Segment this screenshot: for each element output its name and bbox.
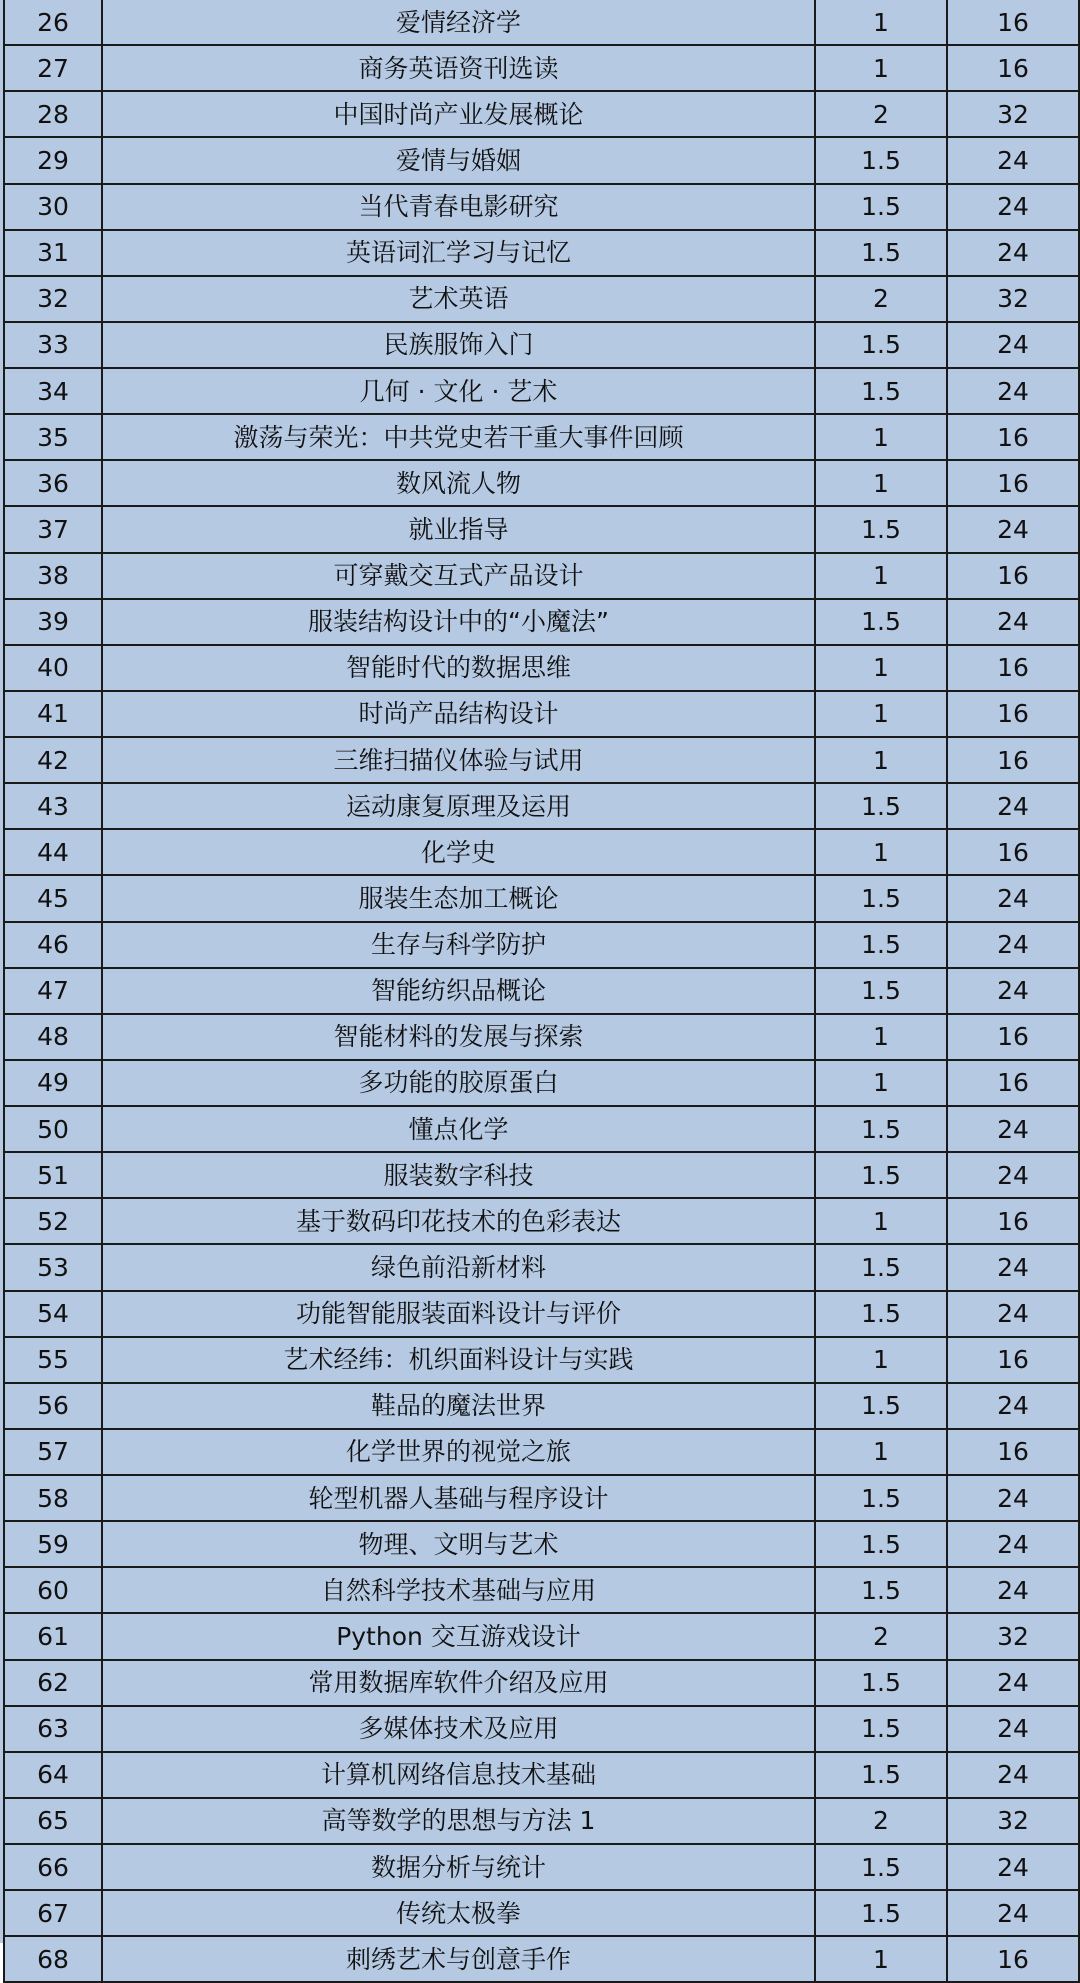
course-number-cell: 47 bbox=[4, 968, 102, 1014]
course-credits-cell: 1 bbox=[815, 414, 947, 460]
course-name-cell: 多媒体技术及应用 bbox=[102, 1706, 815, 1752]
course-name-cell: 化学世界的视觉之旅 bbox=[102, 1429, 815, 1475]
course-credits-cell: 1.5 bbox=[815, 322, 947, 368]
table-row bbox=[4, 1798, 1079, 1844]
course-name-cell: 常用数据库软件介绍及应用 bbox=[102, 1660, 815, 1706]
table-row bbox=[4, 1752, 1079, 1798]
course-hours-cell: 16 bbox=[947, 691, 1079, 737]
course-hours-cell: 24 bbox=[947, 1706, 1079, 1752]
course-name-cell: 自然科学技术基础与应用 bbox=[102, 1567, 815, 1613]
table-row bbox=[4, 1337, 1079, 1383]
course-hours-cell: 24 bbox=[947, 1475, 1079, 1521]
course-hours-cell: 32 bbox=[947, 1798, 1079, 1844]
table-row bbox=[4, 368, 1079, 414]
course-number-cell: 43 bbox=[4, 783, 102, 829]
course-name-cell: 计算机网络信息技术基础 bbox=[102, 1752, 815, 1798]
course-hours-cell: 32 bbox=[947, 276, 1079, 322]
course-number-cell: 44 bbox=[4, 829, 102, 875]
course-hours-cell: 24 bbox=[947, 1383, 1079, 1429]
course-hours-cell: 24 bbox=[947, 506, 1079, 552]
course-credits-cell: 1.5 bbox=[815, 1844, 947, 1890]
course-credits-cell: 1.5 bbox=[815, 599, 947, 645]
course-number-cell: 41 bbox=[4, 691, 102, 737]
course-credits-cell: 2 bbox=[815, 1798, 947, 1844]
course-name-cell: 中国时尚产业发展概论 bbox=[102, 91, 815, 137]
course-hours-cell: 24 bbox=[947, 968, 1079, 1014]
table-row bbox=[4, 645, 1079, 691]
course-number-cell: 37 bbox=[4, 506, 102, 552]
course-name-cell: 智能纺织品概论 bbox=[102, 968, 815, 1014]
course-number-cell: 48 bbox=[4, 1014, 102, 1060]
course-credits-cell: 1 bbox=[815, 645, 947, 691]
table-row bbox=[4, 737, 1079, 783]
course-number-cell: 57 bbox=[4, 1429, 102, 1475]
course-number-cell: 30 bbox=[4, 184, 102, 230]
course-credits-cell: 1 bbox=[815, 691, 947, 737]
course-credits-cell: 1.5 bbox=[815, 1521, 947, 1567]
table-row bbox=[4, 1383, 1079, 1429]
course-name-cell: 刺绣艺术与创意手作 bbox=[102, 1936, 815, 1982]
course-number-cell: 53 bbox=[4, 1244, 102, 1290]
course-name-cell: 数风流人物 bbox=[102, 460, 815, 506]
course-name-cell: 英语词汇学习与记忆 bbox=[102, 230, 815, 276]
course-name-cell: 智能时代的数据思维 bbox=[102, 645, 815, 691]
course-hours-cell: 24 bbox=[947, 230, 1079, 276]
course-number-cell: 62 bbox=[4, 1660, 102, 1706]
table-row bbox=[4, 783, 1079, 829]
table-row bbox=[4, 1106, 1079, 1152]
course-name-cell: 三维扫描仪体验与试用 bbox=[102, 737, 815, 783]
course-name-cell: 可穿戴交互式产品设计 bbox=[102, 553, 815, 599]
course-name-cell: 商务英语资刊选读 bbox=[102, 45, 815, 91]
course-hours-cell: 16 bbox=[947, 829, 1079, 875]
course-hours-cell: 32 bbox=[947, 1613, 1079, 1659]
course-number-cell: 33 bbox=[4, 322, 102, 368]
course-hours-cell: 16 bbox=[947, 1936, 1079, 1982]
table-row bbox=[4, 1291, 1079, 1337]
table-row bbox=[4, 414, 1079, 460]
course-credits-cell: 1 bbox=[815, 1198, 947, 1244]
course-number-cell: 46 bbox=[4, 922, 102, 968]
course-hours-cell: 24 bbox=[947, 1152, 1079, 1198]
table-row bbox=[4, 1521, 1079, 1567]
table-row bbox=[4, 829, 1079, 875]
course-number-cell: 40 bbox=[4, 645, 102, 691]
course-name-cell: 爱情经济学 bbox=[102, 0, 815, 45]
table-row bbox=[4, 506, 1079, 552]
course-number-cell: 31 bbox=[4, 230, 102, 276]
course-hours-cell: 16 bbox=[947, 645, 1079, 691]
course-name-cell: 多功能的胶原蛋白 bbox=[102, 1060, 815, 1106]
course-name-cell: 几何 · 文化 · 艺术 bbox=[102, 368, 815, 414]
course-hours-cell: 24 bbox=[947, 137, 1079, 183]
course-number-cell: 56 bbox=[4, 1383, 102, 1429]
table-row bbox=[4, 553, 1079, 599]
table-row bbox=[4, 691, 1079, 737]
course-number-cell: 51 bbox=[4, 1152, 102, 1198]
course-name-cell: 艺术英语 bbox=[102, 276, 815, 322]
table-row bbox=[4, 276, 1079, 322]
table-row bbox=[4, 1613, 1079, 1659]
course-hours-cell: 24 bbox=[947, 783, 1079, 829]
course-name-cell: 艺术经纬：机织面料设计与实践 bbox=[102, 1337, 815, 1383]
course-credits-cell: 1 bbox=[815, 1429, 947, 1475]
course-name-cell: 功能智能服装面料设计与评价 bbox=[102, 1291, 815, 1337]
course-name-cell: 物理、文明与艺术 bbox=[102, 1521, 815, 1567]
table-row bbox=[4, 460, 1079, 506]
course-number-cell: 39 bbox=[4, 599, 102, 645]
course-number-cell: 27 bbox=[4, 45, 102, 91]
course-name-cell: 服装数字科技 bbox=[102, 1152, 815, 1198]
course-name-cell: 生存与科学防护 bbox=[102, 922, 815, 968]
course-name-cell: 绿色前沿新材料 bbox=[102, 1244, 815, 1290]
course-number-cell: 58 bbox=[4, 1475, 102, 1521]
course-credits-cell: 1.5 bbox=[815, 1475, 947, 1521]
course-credits-cell: 1.5 bbox=[815, 783, 947, 829]
course-name-cell: 民族服饰入门 bbox=[102, 322, 815, 368]
table-row bbox=[4, 1152, 1079, 1198]
table-row bbox=[4, 1567, 1079, 1613]
table-row bbox=[4, 230, 1079, 276]
course-name-cell: 激荡与荣光：中共党史若干重大事件回顾 bbox=[102, 414, 815, 460]
course-name-cell: 传统太极拳 bbox=[102, 1890, 815, 1936]
course-credits-cell: 1.5 bbox=[815, 875, 947, 921]
course-number-cell: 34 bbox=[4, 368, 102, 414]
course-number-cell: 54 bbox=[4, 1291, 102, 1337]
course-credits-cell: 1 bbox=[815, 737, 947, 783]
course-hours-cell: 16 bbox=[947, 460, 1079, 506]
course-name-cell: 运动康复原理及运用 bbox=[102, 783, 815, 829]
course-hours-cell: 24 bbox=[947, 875, 1079, 921]
course-hours-cell: 24 bbox=[947, 1890, 1079, 1936]
table-row bbox=[4, 45, 1079, 91]
table-row bbox=[4, 1706, 1079, 1752]
course-credits-cell: 1 bbox=[815, 829, 947, 875]
course-hours-cell: 16 bbox=[947, 414, 1079, 460]
course-name-cell: 时尚产品结构设计 bbox=[102, 691, 815, 737]
course-credits-cell: 1.5 bbox=[815, 1383, 947, 1429]
course-number-cell: 45 bbox=[4, 875, 102, 921]
course-credits-cell: 1.5 bbox=[815, 506, 947, 552]
course-hours-cell: 16 bbox=[947, 553, 1079, 599]
course-name-cell: 基于数码印花技术的色彩表达 bbox=[102, 1198, 815, 1244]
course-name-cell: 智能材料的发展与探索 bbox=[102, 1014, 815, 1060]
table-row bbox=[4, 91, 1079, 137]
course-credits-cell: 1 bbox=[815, 1936, 947, 1982]
course-hours-cell: 16 bbox=[947, 1060, 1079, 1106]
table-row bbox=[4, 922, 1079, 968]
course-hours-cell: 16 bbox=[947, 45, 1079, 91]
table-row bbox=[4, 1060, 1079, 1106]
course-credits-cell: 1.5 bbox=[815, 230, 947, 276]
course-credits-cell: 1.5 bbox=[815, 922, 947, 968]
course-number-cell: 68 bbox=[4, 1936, 102, 1982]
table-row bbox=[4, 0, 1079, 45]
course-credits-cell: 1 bbox=[815, 45, 947, 91]
table-row bbox=[4, 968, 1079, 1014]
course-credits-cell: 1.5 bbox=[815, 368, 947, 414]
course-number-cell: 35 bbox=[4, 414, 102, 460]
table-row bbox=[4, 1429, 1079, 1475]
course-hours-cell: 24 bbox=[947, 1752, 1079, 1798]
course-hours-cell: 16 bbox=[947, 1429, 1079, 1475]
course-credits-cell: 1 bbox=[815, 1014, 947, 1060]
table-row bbox=[4, 1660, 1079, 1706]
course-hours-cell: 24 bbox=[947, 1567, 1079, 1613]
course-number-cell: 55 bbox=[4, 1337, 102, 1383]
table-row bbox=[4, 1844, 1079, 1890]
course-hours-cell: 24 bbox=[947, 1291, 1079, 1337]
table-row bbox=[4, 137, 1079, 183]
course-credits-cell: 1.5 bbox=[815, 137, 947, 183]
table-row bbox=[4, 1198, 1079, 1244]
course-hours-cell: 24 bbox=[947, 1244, 1079, 1290]
course-hours-cell: 24 bbox=[947, 322, 1079, 368]
course-hours-cell: 24 bbox=[947, 599, 1079, 645]
table-row bbox=[4, 1890, 1079, 1936]
course-hours-cell: 24 bbox=[947, 368, 1079, 414]
course-hours-cell: 24 bbox=[947, 1521, 1079, 1567]
course-hours-cell: 32 bbox=[947, 91, 1079, 137]
course-credits-cell: 1.5 bbox=[815, 1152, 947, 1198]
course-credits-cell: 1 bbox=[815, 553, 947, 599]
table-row bbox=[4, 1936, 1079, 1982]
course-credits-cell: 1.5 bbox=[815, 968, 947, 1014]
course-name-cell: 数据分析与统计 bbox=[102, 1844, 815, 1890]
course-name-cell: 鞋品的魔法世界 bbox=[102, 1383, 815, 1429]
course-credits-cell: 1.5 bbox=[815, 1706, 947, 1752]
course-name-cell: 懂点化学 bbox=[102, 1106, 815, 1152]
course-number-cell: 64 bbox=[4, 1752, 102, 1798]
course-number-cell: 28 bbox=[4, 91, 102, 137]
table-row bbox=[4, 184, 1079, 230]
course-name-cell: 服装结构设计中的“小魔法” bbox=[102, 599, 815, 645]
course-credits-cell: 2 bbox=[815, 91, 947, 137]
table-row bbox=[4, 1244, 1079, 1290]
course-credits-cell: 1.5 bbox=[815, 1752, 947, 1798]
course-table bbox=[3, 0, 1080, 1983]
course-number-cell: 29 bbox=[4, 137, 102, 183]
course-name-cell: 高等数学的思想与方法 1 bbox=[102, 1798, 815, 1844]
course-table-body bbox=[4, 0, 1079, 1982]
course-credits-cell: 2 bbox=[815, 1613, 947, 1659]
course-number-cell: 67 bbox=[4, 1890, 102, 1936]
course-number-cell: 65 bbox=[4, 1798, 102, 1844]
course-credits-cell: 1.5 bbox=[815, 1567, 947, 1613]
table-row bbox=[4, 1475, 1079, 1521]
table-row bbox=[4, 1014, 1079, 1060]
course-credits-cell: 1.5 bbox=[815, 1244, 947, 1290]
course-hours-cell: 16 bbox=[947, 1014, 1079, 1060]
course-number-cell: 36 bbox=[4, 460, 102, 506]
course-hours-cell: 24 bbox=[947, 184, 1079, 230]
course-number-cell: 49 bbox=[4, 1060, 102, 1106]
course-hours-cell: 24 bbox=[947, 1106, 1079, 1152]
course-credits-cell: 1 bbox=[815, 1337, 947, 1383]
course-number-cell: 42 bbox=[4, 737, 102, 783]
course-credits-cell: 1 bbox=[815, 0, 947, 45]
course-credits-cell: 1.5 bbox=[815, 184, 947, 230]
course-number-cell: 66 bbox=[4, 1844, 102, 1890]
table-row bbox=[4, 875, 1079, 921]
course-number-cell: 32 bbox=[4, 276, 102, 322]
course-credits-cell: 1.5 bbox=[815, 1291, 947, 1337]
course-hours-cell: 24 bbox=[947, 922, 1079, 968]
course-credits-cell: 2 bbox=[815, 276, 947, 322]
course-number-cell: 63 bbox=[4, 1706, 102, 1752]
course-credits-cell: 1.5 bbox=[815, 1106, 947, 1152]
course-name-cell: 化学史 bbox=[102, 829, 815, 875]
course-name-cell: 当代青春电影研究 bbox=[102, 184, 815, 230]
course-credits-cell: 1.5 bbox=[815, 1660, 947, 1706]
course-credits-cell: 1.5 bbox=[815, 1890, 947, 1936]
course-number-cell: 61 bbox=[4, 1613, 102, 1659]
course-name-cell: 服装生态加工概论 bbox=[102, 875, 815, 921]
course-number-cell: 60 bbox=[4, 1567, 102, 1613]
course-name-cell: 爱情与婚姻 bbox=[102, 137, 815, 183]
course-number-cell: 59 bbox=[4, 1521, 102, 1567]
course-credits-cell: 1 bbox=[815, 460, 947, 506]
course-name-cell: 就业指导 bbox=[102, 506, 815, 552]
course-number-cell: 50 bbox=[4, 1106, 102, 1152]
course-hours-cell: 16 bbox=[947, 0, 1079, 45]
course-hours-cell: 16 bbox=[947, 1198, 1079, 1244]
course-number-cell: 38 bbox=[4, 553, 102, 599]
table-row bbox=[4, 322, 1079, 368]
course-name-cell: Python 交互游戏设计 bbox=[102, 1613, 815, 1659]
course-hours-cell: 16 bbox=[947, 1337, 1079, 1383]
course-number-cell: 26 bbox=[4, 0, 102, 45]
course-name-cell: 轮型机器人基础与程序设计 bbox=[102, 1475, 815, 1521]
course-hours-cell: 24 bbox=[947, 1844, 1079, 1890]
course-hours-cell: 24 bbox=[947, 1660, 1079, 1706]
course-hours-cell: 16 bbox=[947, 737, 1079, 783]
course-number-cell: 52 bbox=[4, 1198, 102, 1244]
course-credits-cell: 1 bbox=[815, 1060, 947, 1106]
table-row bbox=[4, 599, 1079, 645]
